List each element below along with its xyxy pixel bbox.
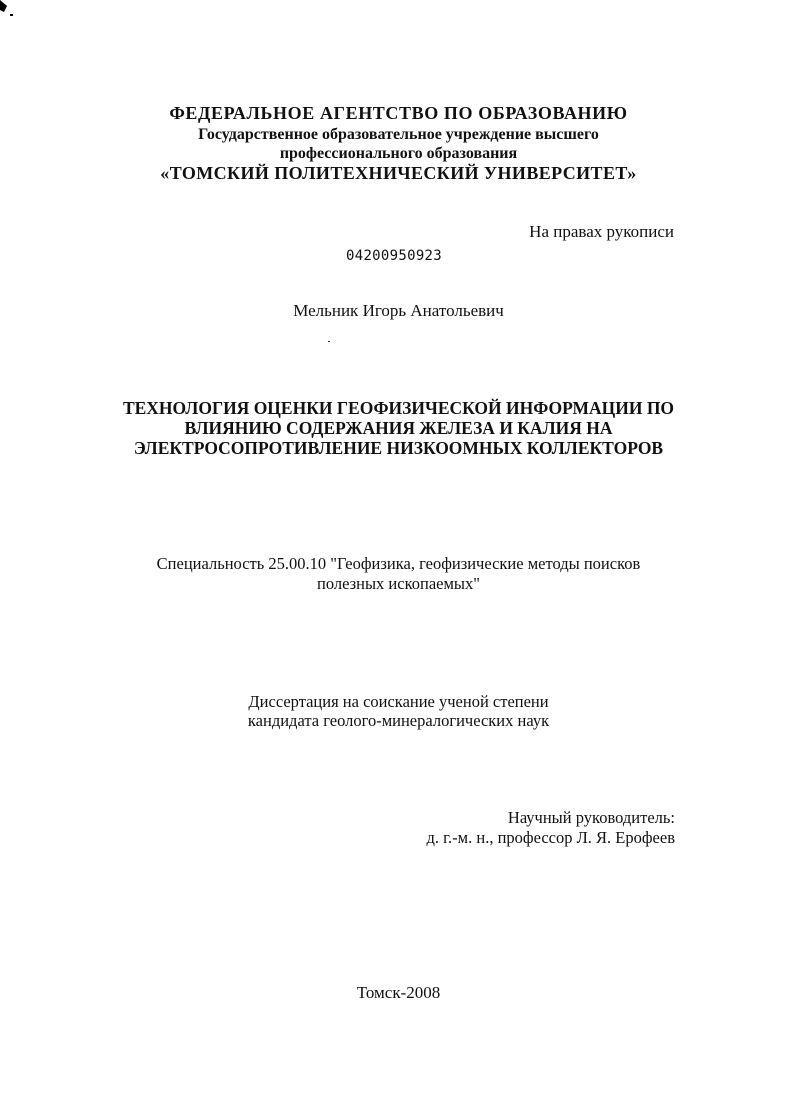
author-name: Мельник Игорь Анатольевич: [293, 301, 504, 320]
supervisor-name: д. г.-м. н., профессор Л. Я. Ерофеев: [426, 828, 675, 847]
manuscript-rights: На правах рукописи: [529, 222, 674, 241]
university-name: «ТОМСКИЙ ПОЛИТЕХНИЧЕСКИЙ УНИВЕРСИТЕТ»: [160, 163, 637, 183]
institution-line-2: профессионального образования: [279, 145, 518, 162]
institution-line-1: Государственное образовательное учреждение высшего: [198, 126, 599, 143]
dissertation-line-2: кандидата геолого-минералогических наук: [247, 711, 550, 730]
title-line-2: ВЛИЯНИЮ СОДЕРЖАНИЯ ЖЕЛЕЗА И КАЛИЯ НА: [184, 418, 613, 438]
agency-heading: ФЕДЕРАЛЬНОЕ АГЕНТСТВО ПО ОБРАЗОВАНИЮ: [169, 103, 628, 123]
scan-speck: [328, 341, 330, 342]
scan-corner-mark: [0, 0, 16, 20]
specialty-line-2: полезных ископаемых": [316, 574, 480, 593]
title-line-3: ЭЛЕКТРОСОПРОТИВЛЕНИЕ НИЗКООМНЫХ КОЛЛЕКТОРОВ: [133, 438, 664, 458]
title-line-1: ТЕХНОЛОГИЯ ОЦЕНКИ ГЕОФИЗИЧЕСКОЙ ИНФОРМАЦИИ ПО: [122, 398, 675, 418]
registration-number: 04200950923: [346, 248, 443, 264]
supervisor-label: Научный руководитель:: [507, 808, 675, 827]
dissertation-line-1: Диссертация на соискание ученой степени: [248, 692, 549, 711]
place-year: Томск-2008: [356, 983, 441, 1002]
specialty-line-1: Специальность 25.00.10 "Геофизика, геофизические методы поисков: [156, 554, 641, 573]
